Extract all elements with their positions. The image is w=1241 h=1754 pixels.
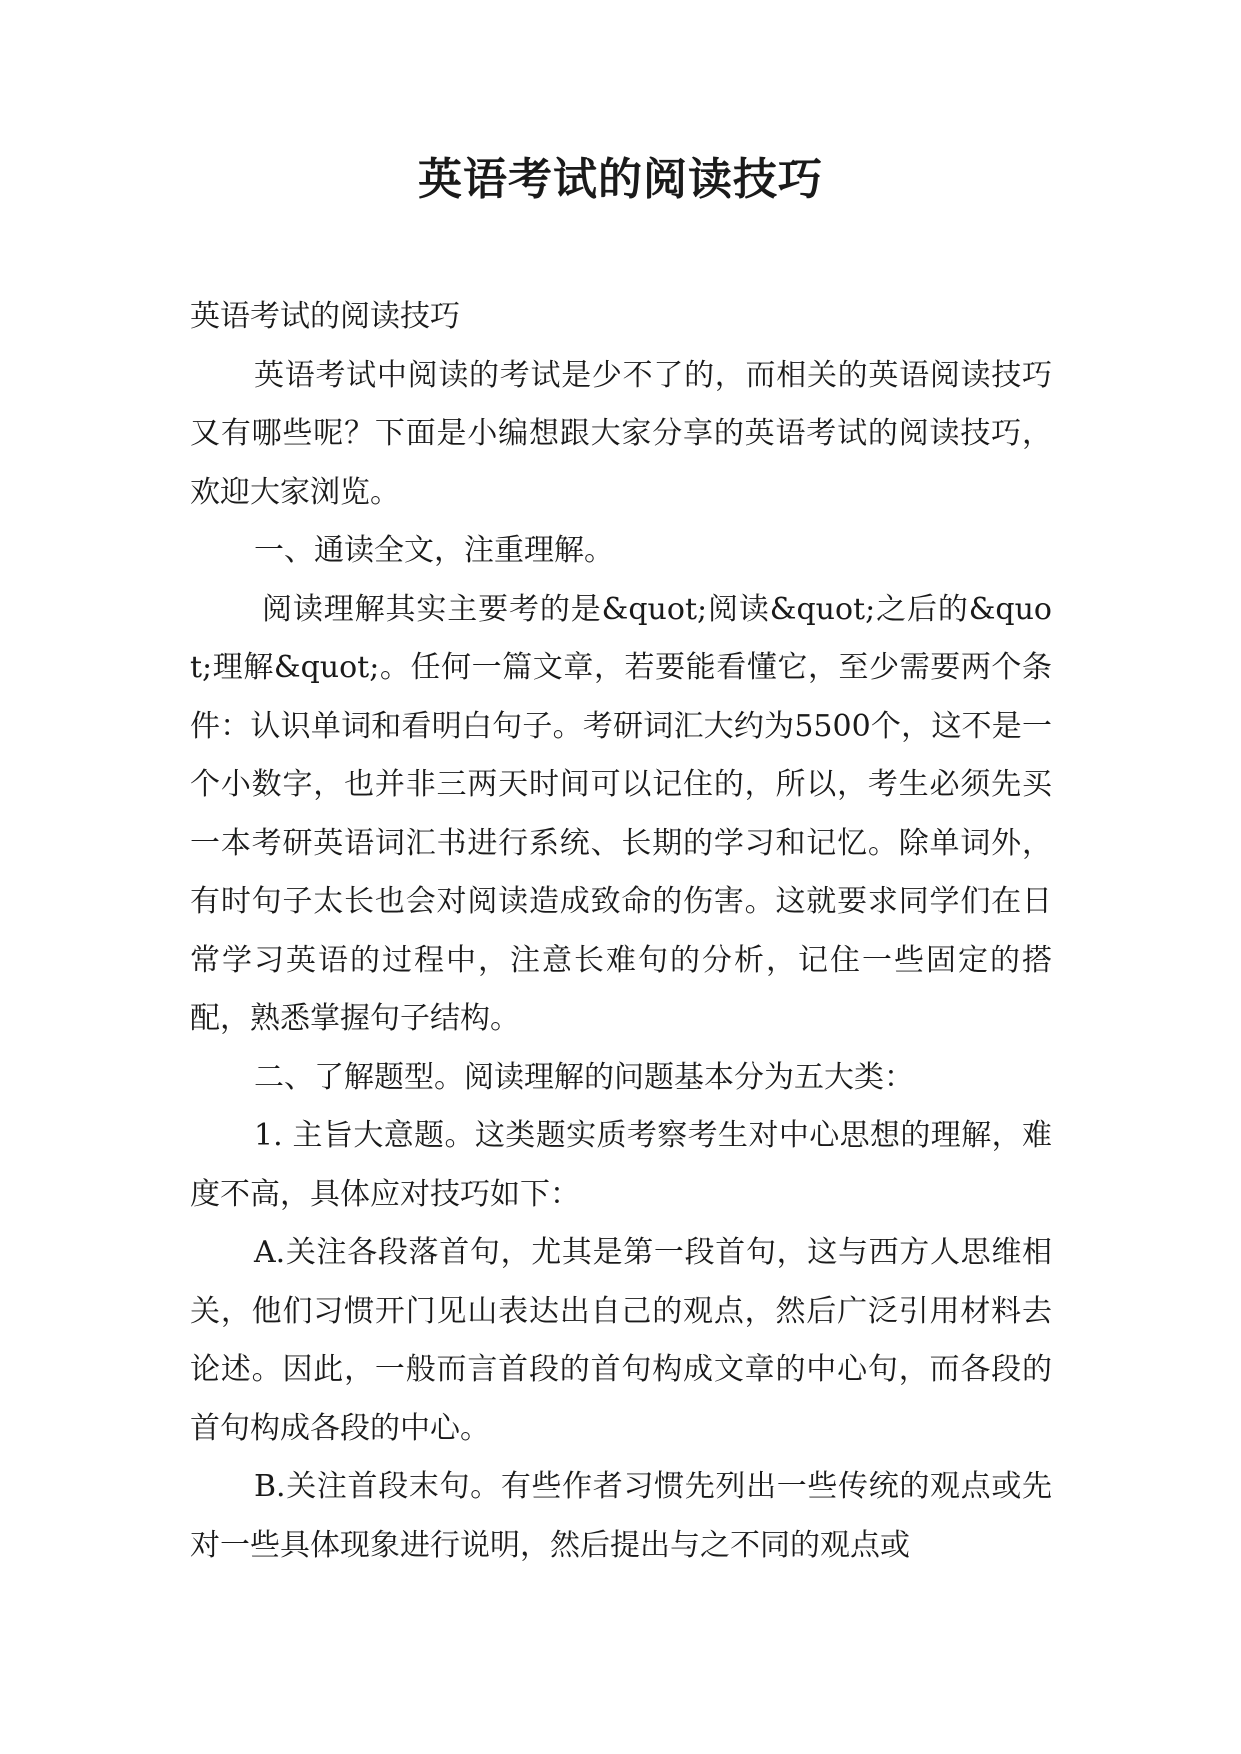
document-body	[190, 288, 1052, 1575]
paragraph-reading-comprehension: 阅读理解其实主要考的是&quot;阅读&quot;之后的&quot;理解&quot;。任何一篇文章，若要能看懂它，至少需要两个条件：认识单词和看明白句子。考研词汇大约为5500个，这不是一个小数字，也并非三两天时间可以记住的，所以，考生必须先买一本考研英语词汇书进行系统、长期的学习和记忆。除单词外，有时句子太长也会对阅读造成致命的伤害。这就要求同学们在日常学习英语的过程中，注意长难句的分析，记住一些固定的搭配，熟悉掌握句子结构。	[190, 591, 1052, 1036]
paragraph-heading-1: 一、通读全文，注重理解。	[254, 533, 614, 568]
paragraph-intro: 英语考试中阅读的考试是少不了的，而相关的英语阅读技巧又有哪些呢？下面是小编想跟大家分享的英语考试的阅读技巧，欢迎大家浏览。	[190, 357, 1052, 510]
paragraph-item-a: A.关注各段落首句，尤其是第一段首句，这与西方人思维相关，他们习惯开门见山表达出自己的观点，然后广泛引用材料去论述。因此，一般而言首段的首句构成文章的中心句，而各段的首句构成各段的中心。	[190, 1235, 1052, 1446]
paragraph-item-b: B.关注首段末句。有些作者习惯先列出一些传统的观点或先对一些具体现象进行说明，然后提出与之不同的观点或	[190, 1469, 1052, 1563]
document-title: 英语考试的阅读技巧	[418, 154, 823, 205]
paragraph-item-1: 1. 主旨大意题。这类题实质考察考生对中心思想的理解，难度不高，具体应对技巧如下：	[190, 1118, 1052, 1212]
paragraph-subtitle: 英语考试的阅读技巧	[190, 299, 460, 334]
paragraph-heading-2: 二、了解题型。阅读理解的问题基本分为五大类：	[254, 1059, 914, 1095]
